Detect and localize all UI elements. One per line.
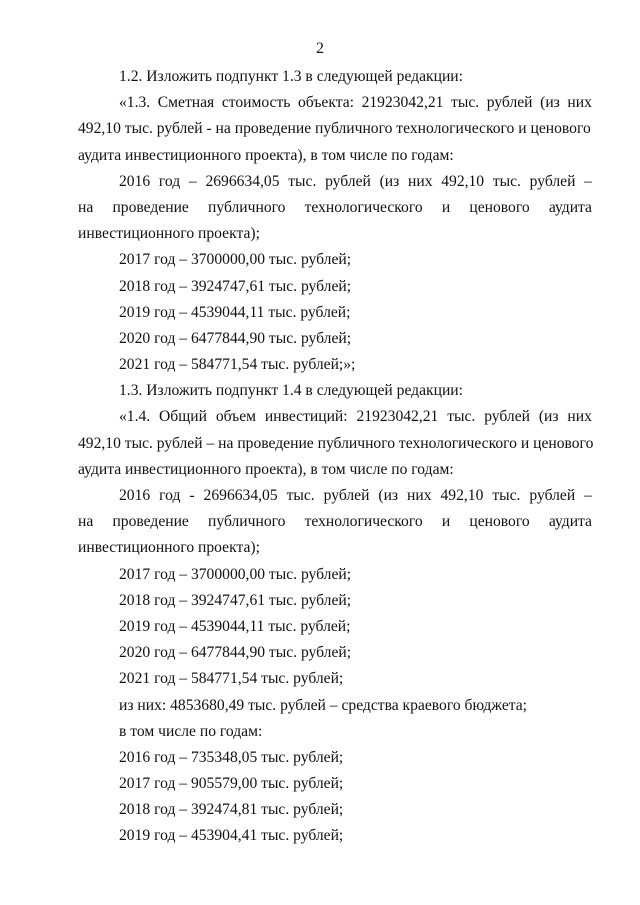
justified-word: технологического xyxy=(304,198,423,216)
justified-word: публичного xyxy=(208,513,286,531)
section-1-2-paragraph-line-1 xyxy=(78,90,592,116)
section-1-3-year-2016-line-3: инвестиционного проекта); xyxy=(78,539,260,557)
justified-word: и xyxy=(441,513,451,531)
justified-word: – xyxy=(188,172,197,190)
justified-word: проведение xyxy=(112,198,189,216)
section-1-2-heading: 1.2. Изложить подпункт 1.3 в следующей редакции: xyxy=(119,68,463,85)
section-1-2-year-2016-line-3: инвестиционного проекта); xyxy=(78,225,260,243)
justified-word: Сметная xyxy=(157,94,215,112)
justified-word: – xyxy=(584,172,592,190)
justified-word: проведение xyxy=(112,513,189,531)
section-1-2-paragraph-line-2: 492,10 тыс. рублей - на проведение публичного технологического и ценового xyxy=(78,120,591,138)
section-1-3-year-2020: 2020 год – 6477844,90 тыс. рублей; xyxy=(119,644,352,662)
section-1-2-year-2019: 2019 год – 4539044,11 тыс. рублей; xyxy=(119,303,351,321)
justified-word: объем xyxy=(215,408,257,426)
section-1-3-paragraph-line-1 xyxy=(78,404,592,430)
justified-word: 2016 xyxy=(119,172,151,190)
justified-word: «1.3. xyxy=(119,94,151,112)
justified-word: (из xyxy=(378,487,399,504)
justified-word: тыс. xyxy=(447,408,476,426)
justified-word: рублей xyxy=(323,487,370,504)
section-1-3-year-2021: 2021 год – 584771,54 тыс. рублей; xyxy=(119,670,344,688)
section-1-3-year-2016-line-1 xyxy=(78,483,592,509)
section-1-3-paragraph-line-3: аудита инвестиционного проекта), в том числе по годам: xyxy=(78,460,454,478)
justified-word: объекта: xyxy=(298,94,354,112)
section-1-2-year-2018: 2018 год – 3924747,61 тыс. рублей; xyxy=(119,277,352,295)
justified-word: 492,10 xyxy=(441,172,485,190)
justified-word: аудита xyxy=(548,198,592,216)
including-by-years-line: в том числе по годам: xyxy=(119,722,263,740)
justified-word: 21923042,21 xyxy=(356,408,439,426)
justified-word: 2696634,05 xyxy=(205,172,280,190)
justified-word: стоимость xyxy=(221,94,291,112)
justified-word: рублей xyxy=(486,94,533,112)
justified-word: Общий xyxy=(159,408,207,426)
justified-word: аудита xyxy=(548,513,592,531)
regional-budget-2018: 2018 год – 392474,81 тыс. рублей; xyxy=(119,801,344,819)
justified-word: тыс. xyxy=(451,94,480,112)
justified-word: тыс. xyxy=(492,487,521,504)
section-1-2-paragraph-line-3: аудита инвестиционного проекта), в том числе по годам: xyxy=(78,146,454,164)
justified-word: ценового xyxy=(469,513,530,531)
regional-budget-line: из них: 4853680,49 тыс. рублей – средства краевого бюджета; xyxy=(119,696,527,714)
justified-word: 21923042,21 xyxy=(361,94,444,112)
section-1-2-year-2016-line-2 xyxy=(78,195,592,221)
justified-word: рублей xyxy=(529,172,576,190)
justified-word: 2696634,05 xyxy=(203,487,278,504)
page-number: 2 xyxy=(316,40,324,57)
section-1-3-year-2018: 2018 год – 3924747,61 тыс. рублей; xyxy=(119,591,352,609)
justified-word: (из xyxy=(379,172,400,190)
section-1-3-paragraph-line-2: 492,10 тыс. рублей – на проведение публичного технологического и ценового xyxy=(78,434,594,452)
justified-word: (из xyxy=(540,94,560,112)
justified-word: тыс. xyxy=(286,487,315,504)
section-1-3-heading: 1.3. Изложить подпункт 1.4 в следующей редакции: xyxy=(119,382,463,400)
justified-word: на xyxy=(78,513,94,531)
justified-word: рублей xyxy=(529,487,576,504)
justified-word: рублей xyxy=(325,172,371,190)
justified-word: технологического xyxy=(304,513,423,531)
justified-word: рублей xyxy=(484,408,530,426)
justified-word: «1.4. xyxy=(119,408,151,426)
justified-word: ценового xyxy=(469,198,530,216)
section-1-3-year-2016-line-2 xyxy=(78,509,592,535)
justified-word: год xyxy=(159,487,181,504)
regional-budget-2016: 2016 год – 735348,05 тыс. рублей; xyxy=(119,748,344,766)
section-1-2-year-2020: 2020 год – 6477844,90 тыс. рублей; xyxy=(119,329,352,347)
justified-word: 2016 xyxy=(119,487,151,504)
justified-word: и xyxy=(441,198,451,216)
justified-word: - xyxy=(189,487,195,504)
justified-word: (из xyxy=(538,408,559,426)
justified-word: год xyxy=(158,172,181,190)
section-1-2-year-2017: 2017 год – 3700000,00 тыс. рублей; xyxy=(119,251,352,269)
section-1-2-year-2016-line-1 xyxy=(78,169,592,195)
justified-word: тыс. xyxy=(492,172,521,190)
justified-word: 492,10 xyxy=(440,487,484,504)
justified-word: публичного xyxy=(208,198,286,216)
section-1-3-year-2019: 2019 год – 4539044,11 тыс. рублей; xyxy=(119,617,351,635)
section-1-3-year-2017: 2017 год – 3700000,00 тыс. рублей; xyxy=(119,565,352,583)
regional-budget-2017: 2017 год – 905579,00 тыс. рублей; xyxy=(119,775,344,793)
justified-word: тыс. xyxy=(288,172,317,190)
justified-word: них xyxy=(407,487,432,504)
justified-word: – xyxy=(584,487,592,504)
section-1-2-year-2021: 2021 год – 584771,54 тыс. рублей;»; xyxy=(119,356,356,374)
justified-word: на xyxy=(78,198,94,216)
justified-word: них xyxy=(567,408,592,426)
justified-word: них xyxy=(567,94,592,112)
regional-budget-2019: 2019 год – 453904,41 тыс. рублей; xyxy=(119,827,344,845)
justified-word: них xyxy=(408,172,433,190)
document-body xyxy=(78,64,592,850)
justified-word: инвестиций: xyxy=(264,408,348,426)
